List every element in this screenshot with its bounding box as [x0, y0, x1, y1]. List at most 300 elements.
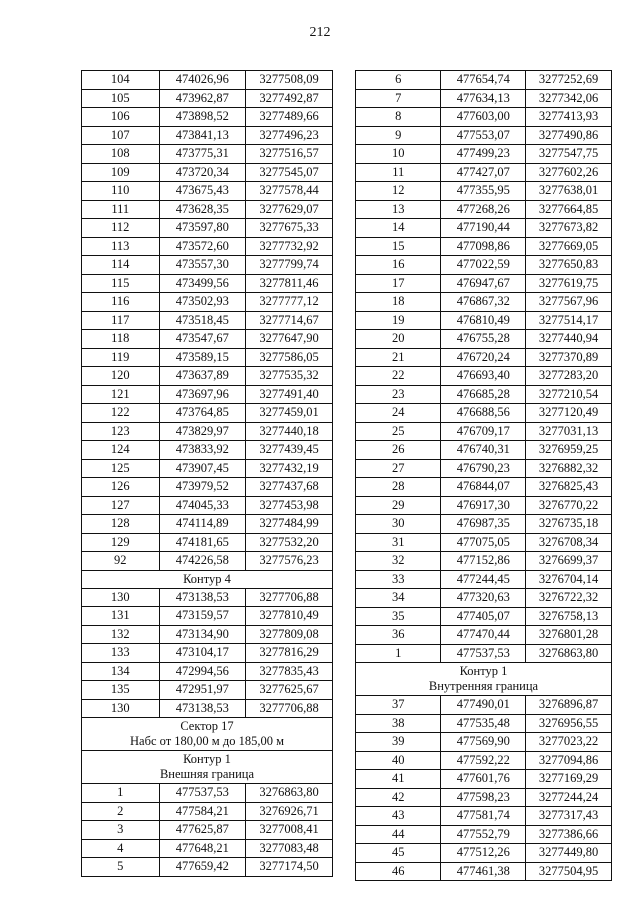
section-header-line: Контур 1 [459, 664, 508, 678]
y-coordinate-cell: 3277169,29 [526, 770, 612, 789]
point-number-cell: 36 [356, 626, 441, 645]
point-number-cell: 10 [356, 145, 441, 164]
point-number-cell: 45 [356, 844, 441, 863]
point-number-cell: 121 [82, 385, 160, 404]
x-coordinate-cell: 476685,28 [441, 385, 526, 404]
y-coordinate-cell: 3276722,32 [526, 589, 612, 608]
point-number-cell: 134 [82, 662, 160, 681]
y-coordinate-cell: 3276825,43 [526, 478, 612, 497]
y-coordinate-cell: 3277516,57 [246, 145, 333, 164]
y-coordinate-cell: 3277490,86 [526, 126, 612, 145]
point-number-cell: 6 [356, 71, 441, 90]
x-coordinate-cell: 476740,31 [441, 441, 526, 460]
x-coordinate-cell: 477553,07 [441, 126, 526, 145]
y-coordinate-cell: 3277835,43 [246, 662, 333, 681]
x-coordinate-cell: 476720,24 [441, 348, 526, 367]
x-coordinate-cell: 477634,13 [441, 89, 526, 108]
table-row [82, 681, 333, 700]
x-coordinate-cell: 477512,26 [441, 844, 526, 863]
x-coordinate-cell: 476693,40 [441, 367, 526, 386]
table-row [356, 496, 612, 515]
x-coordinate-cell: 477320,63 [441, 589, 526, 608]
coordinates-table-right [355, 70, 612, 881]
point-number-cell: 14 [356, 219, 441, 238]
section-header-line: Набс от 180,00 м до 185,00 м [130, 734, 284, 748]
y-coordinate-cell: 3277386,66 [526, 825, 612, 844]
point-number-cell: 104 [82, 71, 160, 90]
table-row [82, 515, 333, 534]
point-number-cell: 125 [82, 459, 160, 478]
point-number-cell: 122 [82, 404, 160, 423]
x-coordinate-cell: 474226,58 [159, 552, 246, 571]
y-coordinate-cell: 3277492,87 [246, 89, 333, 108]
point-number-cell: 119 [82, 348, 160, 367]
point-number-cell: 4 [82, 839, 160, 858]
x-coordinate-cell: 476810,49 [441, 311, 526, 330]
x-coordinate-cell: 477601,76 [441, 770, 526, 789]
x-coordinate-cell: 477569,90 [441, 733, 526, 752]
y-coordinate-cell: 3277439,45 [246, 441, 333, 460]
table-row [82, 802, 333, 821]
y-coordinate-cell: 3277440,18 [246, 422, 333, 441]
table-row [356, 770, 612, 789]
y-coordinate-cell: 3277675,33 [246, 219, 333, 238]
y-coordinate-cell: 3277673,82 [526, 219, 612, 238]
point-number-cell: 116 [82, 293, 160, 312]
x-coordinate-cell: 477537,53 [159, 784, 246, 803]
point-number-cell: 124 [82, 441, 160, 460]
point-number-cell: 18 [356, 293, 441, 312]
point-number-cell: 8 [356, 108, 441, 127]
table-row [82, 145, 333, 164]
point-number-cell: 9 [356, 126, 441, 145]
table-row [356, 145, 612, 164]
y-coordinate-cell: 3277669,05 [526, 237, 612, 256]
table-row [82, 662, 333, 681]
point-number-cell: 42 [356, 788, 441, 807]
x-coordinate-cell: 477603,00 [441, 108, 526, 127]
table-row [356, 626, 612, 645]
y-coordinate-cell: 3276863,80 [526, 644, 612, 663]
y-coordinate-cell: 3277174,50 [246, 858, 333, 877]
point-number-cell: 35 [356, 607, 441, 626]
point-number-cell: 130 [82, 588, 160, 607]
table-row [82, 348, 333, 367]
x-coordinate-cell: 476790,23 [441, 459, 526, 478]
x-coordinate-cell: 473720,34 [159, 163, 246, 182]
y-coordinate-cell: 3277619,75 [526, 274, 612, 293]
x-coordinate-cell: 476867,32 [441, 293, 526, 312]
table-row [82, 459, 333, 478]
y-coordinate-cell: 3277777,12 [246, 293, 333, 312]
table-row [356, 441, 612, 460]
point-number-cell: 133 [82, 644, 160, 663]
point-number-cell: 106 [82, 108, 160, 127]
x-coordinate-cell: 473962,87 [159, 89, 246, 108]
y-coordinate-cell: 3277120,49 [526, 404, 612, 423]
table-row [82, 496, 333, 515]
x-coordinate-cell: 473764,85 [159, 404, 246, 423]
y-coordinate-cell: 3277370,89 [526, 348, 612, 367]
point-number-cell: 31 [356, 533, 441, 552]
table-row [356, 200, 612, 219]
point-number-cell: 118 [82, 330, 160, 349]
table-row [356, 219, 612, 238]
point-number-cell: 46 [356, 862, 441, 881]
point-number-cell: 131 [82, 607, 160, 626]
y-coordinate-cell: 3277496,23 [246, 126, 333, 145]
y-coordinate-cell: 3277578,44 [246, 182, 333, 201]
table-row [356, 533, 612, 552]
y-coordinate-cell: 3277811,46 [246, 274, 333, 293]
y-coordinate-cell: 3277810,49 [246, 607, 333, 626]
section-header-line: Контур 4 [183, 571, 231, 586]
y-coordinate-cell: 3277459,01 [246, 404, 333, 423]
y-coordinate-cell: 3277432,19 [246, 459, 333, 478]
table-row [356, 163, 612, 182]
y-coordinate-cell: 3277008,41 [246, 821, 333, 840]
x-coordinate-cell: 473518,45 [159, 311, 246, 330]
table-row [82, 422, 333, 441]
x-coordinate-cell: 477659,42 [159, 858, 246, 877]
x-coordinate-cell: 477584,21 [159, 802, 246, 821]
y-coordinate-cell: 3277647,90 [246, 330, 333, 349]
y-coordinate-cell: 3277664,85 [526, 200, 612, 219]
y-coordinate-cell: 3277799,74 [246, 256, 333, 275]
y-coordinate-cell: 3276704,14 [526, 570, 612, 589]
point-number-cell: 7 [356, 89, 441, 108]
x-coordinate-cell: 477537,53 [441, 644, 526, 663]
x-coordinate-cell: 474114,89 [159, 515, 246, 534]
x-coordinate-cell: 477355,95 [441, 182, 526, 201]
table-row [356, 71, 612, 90]
section-header-row [82, 751, 333, 784]
table-row [82, 588, 333, 607]
x-coordinate-cell: 473138,53 [159, 588, 246, 607]
x-coordinate-cell: 477490,01 [441, 696, 526, 715]
x-coordinate-cell: 473841,13 [159, 126, 246, 145]
table-row [356, 348, 612, 367]
y-coordinate-cell: 3277625,67 [246, 681, 333, 700]
x-coordinate-cell: 477427,07 [441, 163, 526, 182]
table-row [356, 89, 612, 108]
table-row [356, 478, 612, 497]
table-row [356, 237, 612, 256]
table-row [356, 404, 612, 423]
table-row [82, 607, 333, 626]
point-number-cell: 107 [82, 126, 160, 145]
table-row [82, 71, 333, 90]
point-number-cell: 111 [82, 200, 160, 219]
table-row [356, 126, 612, 145]
point-number-cell: 34 [356, 589, 441, 608]
section-header-cell [356, 663, 612, 696]
x-coordinate-cell: 477268,26 [441, 200, 526, 219]
section-header-cell [82, 751, 333, 784]
table-row [82, 274, 333, 293]
x-coordinate-cell: 477098,86 [441, 237, 526, 256]
y-coordinate-cell: 3277650,83 [526, 256, 612, 275]
point-number-cell: 20 [356, 330, 441, 349]
x-coordinate-cell: 473907,45 [159, 459, 246, 478]
point-number-cell: 39 [356, 733, 441, 752]
point-number-cell: 114 [82, 256, 160, 275]
x-coordinate-cell: 473557,30 [159, 256, 246, 275]
x-coordinate-cell: 477405,07 [441, 607, 526, 626]
point-number-cell: 135 [82, 681, 160, 700]
point-number-cell: 110 [82, 182, 160, 201]
point-number-cell: 128 [82, 515, 160, 534]
point-number-cell: 30 [356, 515, 441, 534]
point-number-cell: 21 [356, 348, 441, 367]
point-number-cell: 25 [356, 422, 441, 441]
point-number-cell: 2 [82, 802, 160, 821]
x-coordinate-cell: 477152,86 [441, 552, 526, 571]
x-coordinate-cell: 473833,92 [159, 441, 246, 460]
x-coordinate-cell: 477075,05 [441, 533, 526, 552]
table-row [356, 367, 612, 386]
y-coordinate-cell: 3277706,88 [246, 588, 333, 607]
y-coordinate-cell: 3277535,32 [246, 367, 333, 386]
table-row [82, 219, 333, 238]
table-row [356, 788, 612, 807]
x-coordinate-cell: 477244,45 [441, 570, 526, 589]
table-row [82, 200, 333, 219]
table-row [82, 385, 333, 404]
point-number-cell: 27 [356, 459, 441, 478]
table-row [82, 182, 333, 201]
table-row [82, 330, 333, 349]
y-coordinate-cell: 3277809,08 [246, 625, 333, 644]
table-row [82, 404, 333, 423]
y-coordinate-cell: 3277489,66 [246, 108, 333, 127]
x-coordinate-cell: 474181,65 [159, 533, 246, 552]
table-row [82, 625, 333, 644]
y-coordinate-cell: 3277638,01 [526, 182, 612, 201]
y-coordinate-cell: 3277532,20 [246, 533, 333, 552]
section-header-row [82, 718, 333, 751]
x-coordinate-cell: 472994,56 [159, 662, 246, 681]
y-coordinate-cell: 3277094,86 [526, 751, 612, 770]
x-coordinate-cell: 473138,53 [159, 699, 246, 718]
table-row [82, 89, 333, 108]
x-coordinate-cell: 473159,57 [159, 607, 246, 626]
point-number-cell: 129 [82, 533, 160, 552]
section-header-cell [82, 570, 333, 588]
table-row [82, 821, 333, 840]
point-number-cell: 115 [82, 274, 160, 293]
table-row [82, 478, 333, 497]
coordinates-table-right-body [356, 71, 612, 881]
point-number-cell: 113 [82, 237, 160, 256]
y-coordinate-cell: 3277732,92 [246, 237, 333, 256]
point-number-cell: 28 [356, 478, 441, 497]
x-coordinate-cell: 477022,59 [441, 256, 526, 275]
y-coordinate-cell: 3277714,67 [246, 311, 333, 330]
y-coordinate-cell: 3277023,22 [526, 733, 612, 752]
y-coordinate-cell: 3277576,23 [246, 552, 333, 571]
y-coordinate-cell: 3277210,54 [526, 385, 612, 404]
x-coordinate-cell: 473134,90 [159, 625, 246, 644]
x-coordinate-cell: 473589,15 [159, 348, 246, 367]
point-number-cell: 24 [356, 404, 441, 423]
y-coordinate-cell: 3277547,75 [526, 145, 612, 164]
y-coordinate-cell: 3276956,55 [526, 714, 612, 733]
x-coordinate-cell: 476917,30 [441, 496, 526, 515]
x-coordinate-cell: 477592,22 [441, 751, 526, 770]
y-coordinate-cell: 3276708,34 [526, 533, 612, 552]
y-coordinate-cell: 3276926,71 [246, 802, 333, 821]
table-row [82, 108, 333, 127]
table-row [356, 751, 612, 770]
x-coordinate-cell: 476709,17 [441, 422, 526, 441]
y-coordinate-cell: 3276699,37 [526, 552, 612, 571]
x-coordinate-cell: 473499,56 [159, 274, 246, 293]
table-row [356, 644, 612, 663]
y-coordinate-cell: 3276882,32 [526, 459, 612, 478]
y-coordinate-cell: 3277491,40 [246, 385, 333, 404]
point-number-cell: 132 [82, 625, 160, 644]
x-coordinate-cell: 473502,93 [159, 293, 246, 312]
y-coordinate-cell: 3277083,48 [246, 839, 333, 858]
x-coordinate-cell: 476688,56 [441, 404, 526, 423]
point-number-cell: 3 [82, 821, 160, 840]
y-coordinate-cell: 3277586,05 [246, 348, 333, 367]
point-number-cell: 17 [356, 274, 441, 293]
point-number-cell: 16 [356, 256, 441, 275]
y-coordinate-cell: 3277602,26 [526, 163, 612, 182]
point-number-cell: 13 [356, 200, 441, 219]
point-number-cell: 1 [356, 644, 441, 663]
table-row [356, 807, 612, 826]
table-row [356, 274, 612, 293]
point-number-cell: 117 [82, 311, 160, 330]
table-row [356, 733, 612, 752]
y-coordinate-cell: 3277440,94 [526, 330, 612, 349]
x-coordinate-cell: 472951,97 [159, 681, 246, 700]
y-coordinate-cell: 3277706,88 [246, 699, 333, 718]
table-row [356, 182, 612, 201]
point-number-cell: 26 [356, 441, 441, 460]
section-header-row [82, 570, 333, 588]
point-number-cell: 23 [356, 385, 441, 404]
y-coordinate-cell: 3277437,68 [246, 478, 333, 497]
x-coordinate-cell: 477552,79 [441, 825, 526, 844]
section-header-cell [82, 718, 333, 751]
table-row [356, 330, 612, 349]
x-coordinate-cell: 477470,44 [441, 626, 526, 645]
point-number-cell: 22 [356, 367, 441, 386]
table-row [82, 126, 333, 145]
table-row [82, 839, 333, 858]
table-row [82, 858, 333, 877]
y-coordinate-cell: 3276959,25 [526, 441, 612, 460]
table-row [356, 607, 612, 626]
table-row [356, 552, 612, 571]
x-coordinate-cell: 476755,28 [441, 330, 526, 349]
point-number-cell: 1 [82, 784, 160, 803]
x-coordinate-cell: 473775,31 [159, 145, 246, 164]
table-row [82, 784, 333, 803]
section-header-line: Внешняя граница [159, 767, 255, 781]
x-coordinate-cell: 477535,48 [441, 714, 526, 733]
y-coordinate-cell: 3277449,80 [526, 844, 612, 863]
y-coordinate-cell: 3276758,13 [526, 607, 612, 626]
y-coordinate-cell: 3277484,99 [246, 515, 333, 534]
x-coordinate-cell: 473547,67 [159, 330, 246, 349]
table-row [356, 696, 612, 715]
point-number-cell: 108 [82, 145, 160, 164]
table-row [356, 589, 612, 608]
x-coordinate-cell: 476947,67 [441, 274, 526, 293]
table-row [82, 293, 333, 312]
y-coordinate-cell: 3276801,28 [526, 626, 612, 645]
x-coordinate-cell: 476844,07 [441, 478, 526, 497]
point-number-cell: 43 [356, 807, 441, 826]
point-number-cell: 120 [82, 367, 160, 386]
page-number: 212 [309, 25, 331, 40]
y-coordinate-cell: 3277816,29 [246, 644, 333, 663]
point-number-cell: 105 [82, 89, 160, 108]
table-row [82, 644, 333, 663]
coordinates-table-left [81, 70, 333, 877]
point-number-cell: 112 [82, 219, 160, 238]
table-row [356, 385, 612, 404]
x-coordinate-cell: 473697,96 [159, 385, 246, 404]
point-number-cell: 126 [82, 478, 160, 497]
point-number-cell: 38 [356, 714, 441, 733]
point-number-cell: 130 [82, 699, 160, 718]
y-coordinate-cell: 3277244,24 [526, 788, 612, 807]
point-number-cell: 37 [356, 696, 441, 715]
point-number-cell: 40 [356, 751, 441, 770]
point-number-cell: 44 [356, 825, 441, 844]
table-row [356, 714, 612, 733]
y-coordinate-cell: 3277629,07 [246, 200, 333, 219]
table-row [82, 367, 333, 386]
coordinates-table-left-body [82, 71, 333, 877]
y-coordinate-cell: 3277508,09 [246, 71, 333, 90]
y-coordinate-cell: 3277283,20 [526, 367, 612, 386]
x-coordinate-cell: 477499,23 [441, 145, 526, 164]
x-coordinate-cell: 477648,21 [159, 839, 246, 858]
point-number-cell: 15 [356, 237, 441, 256]
x-coordinate-cell: 477581,74 [441, 807, 526, 826]
x-coordinate-cell: 473675,43 [159, 182, 246, 201]
section-header-line: Сектор 17 [180, 719, 234, 733]
point-number-cell: 127 [82, 496, 160, 515]
table-row [356, 311, 612, 330]
y-coordinate-cell: 3277342,06 [526, 89, 612, 108]
x-coordinate-cell: 473597,80 [159, 219, 246, 238]
x-coordinate-cell: 473829,97 [159, 422, 246, 441]
table-row [356, 459, 612, 478]
y-coordinate-cell: 3276896,87 [526, 696, 612, 715]
point-number-cell: 29 [356, 496, 441, 515]
y-coordinate-cell: 3276735,18 [526, 515, 612, 534]
table-row [82, 699, 333, 718]
table-row [82, 552, 333, 571]
y-coordinate-cell: 3277252,69 [526, 71, 612, 90]
table-row [82, 533, 333, 552]
point-number-cell: 12 [356, 182, 441, 201]
section-header-line: Контур 1 [183, 752, 231, 766]
point-number-cell: 11 [356, 163, 441, 182]
table-row [356, 570, 612, 589]
point-number-cell: 92 [82, 552, 160, 571]
y-coordinate-cell: 3277567,96 [526, 293, 612, 312]
table-row [82, 163, 333, 182]
